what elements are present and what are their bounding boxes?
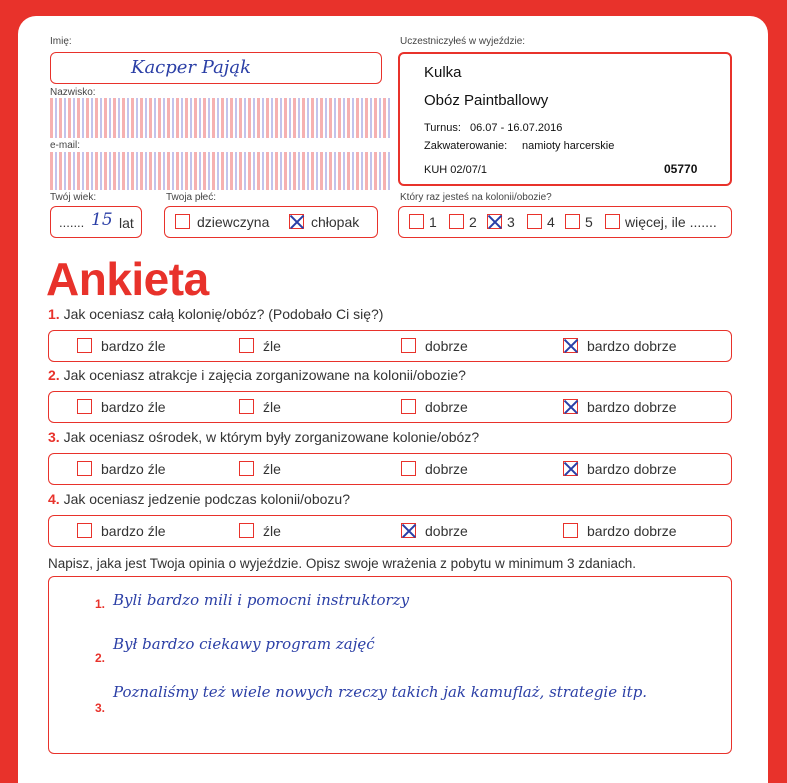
times-checkbox-2[interactable] <box>449 214 464 229</box>
times-checkbox-1[interactable] <box>409 214 424 229</box>
rating-option-label: bardzo źle <box>101 523 166 539</box>
age-dots: ....... <box>59 215 85 230</box>
gender-label: Twoja płeć: <box>166 192 217 203</box>
accommodation-value: namioty harcerskie <box>522 140 615 152</box>
gender-checkbox-boy[interactable] <box>289 214 304 229</box>
rating-checkbox[interactable] <box>563 399 578 414</box>
line-number-3: 3. <box>95 701 106 715</box>
opinion-line-1: Byli bardzo mili i pomocni instruktorzy <box>113 591 410 609</box>
question-1-options <box>48 330 732 362</box>
rating-checkbox[interactable] <box>401 338 416 353</box>
question-2 <box>48 367 466 383</box>
gender-option-boy: chłopak <box>311 214 360 230</box>
opinion-prompt: Napisz, jaka jest Twoja opinia o wyjeździe. Opisz swoje wrażenia z pobytu w minimum 3 zdaniach. <box>48 556 637 571</box>
name-value: Kacper Pająk <box>131 57 252 78</box>
rating-option-label: dobrze <box>425 399 468 415</box>
rating-option-label: bardzo dobrze <box>587 523 677 539</box>
rating-checkbox[interactable] <box>77 338 92 353</box>
survey-title: Ankieta <box>46 253 209 305</box>
rating-option-label: źle <box>263 523 281 539</box>
question-text: Jak oceniasz jedzenie podczas kolonii/obozu? <box>63 491 350 507</box>
rating-checkbox[interactable] <box>239 338 254 353</box>
trip-code: KUH 02/07/1 <box>424 164 487 176</box>
trip-camp: Obóz Paintballowy <box>424 92 549 109</box>
rating-checkbox[interactable] <box>239 399 254 414</box>
opinion-line-3: Poznaliśmy też wiele nowych rzeczy takich jak kamuflaż, strategie itp. <box>113 683 648 701</box>
question-number: 1. <box>48 306 60 322</box>
question-number: 2. <box>48 367 60 383</box>
question-4 <box>48 491 350 507</box>
question-number: 4. <box>48 491 60 507</box>
times-option-4: 4 <box>547 214 555 230</box>
times-option-3: 3 <box>507 214 515 230</box>
rating-option-label: bardzo źle <box>101 399 166 415</box>
times-option-5: 5 <box>585 214 593 230</box>
trip-number: 05770 <box>664 162 698 176</box>
name-field[interactable] <box>50 52 382 84</box>
trip-label: Uczestniczyłeś w wyjeździe: <box>400 36 526 47</box>
opinion-line-2: Był bardzo ciekawy program zajęć <box>113 635 375 653</box>
times-checkbox-5[interactable] <box>565 214 580 229</box>
email-label: e-mail: <box>50 140 81 151</box>
surname-redacted <box>50 98 390 138</box>
email-redacted <box>50 152 390 190</box>
question-number: 3. <box>48 429 60 445</box>
rating-option-label: bardzo źle <box>101 461 166 477</box>
rating-checkbox[interactable] <box>239 461 254 476</box>
rating-checkbox[interactable] <box>77 523 92 538</box>
times-option-more: więcej, ile ....... <box>625 214 717 230</box>
rating-checkbox[interactable] <box>401 461 416 476</box>
rating-option-label: dobrze <box>425 461 468 477</box>
rating-option-label: źle <box>263 461 281 477</box>
rating-checkbox[interactable] <box>563 461 578 476</box>
question-3 <box>48 429 479 445</box>
rating-checkbox[interactable] <box>401 399 416 414</box>
times-checkbox-more[interactable] <box>605 214 620 229</box>
rating-option-label: bardzo źle <box>101 338 166 354</box>
turnus-value: 06.07 - 16.07.2016 <box>470 122 563 134</box>
survey-form <box>18 16 768 783</box>
rating-option-label: źle <box>263 399 281 415</box>
rating-option-label: bardzo dobrze <box>587 338 677 354</box>
line-number-2: 2. <box>95 651 106 665</box>
times-checkbox-3[interactable] <box>487 214 502 229</box>
question-2-options <box>48 391 732 423</box>
rating-checkbox[interactable] <box>77 399 92 414</box>
rating-checkbox[interactable] <box>77 461 92 476</box>
times-field <box>398 206 732 238</box>
rating-option-label: dobrze <box>425 338 468 354</box>
surname-label: Nazwisko: <box>50 87 96 98</box>
times-option-1: 1 <box>429 214 437 230</box>
name-label: Imię: <box>50 36 72 47</box>
gender-option-girl: dziewczyna <box>197 214 270 230</box>
times-option-2: 2 <box>469 214 477 230</box>
question-3-options <box>48 453 732 485</box>
rating-option-label: bardzo dobrze <box>587 399 677 415</box>
rating-checkbox[interactable] <box>563 338 578 353</box>
times-checkbox-4[interactable] <box>527 214 542 229</box>
rating-checkbox[interactable] <box>401 523 416 538</box>
question-1 <box>48 306 383 322</box>
question-text: Jak oceniasz atrakcje i zajęcia zorganizowane na kolonii/obozie? <box>63 367 466 383</box>
rating-option-label: źle <box>263 338 281 354</box>
question-text: Jak oceniasz całą kolonię/obóz? (Podobało Ci się?) <box>63 306 384 322</box>
trip-name: Kulka <box>424 64 462 81</box>
rating-checkbox[interactable] <box>563 523 578 538</box>
question-4-options <box>48 515 732 547</box>
gender-field <box>164 206 378 238</box>
rating-option-label: dobrze <box>425 523 468 539</box>
accommodation-label: Zakwaterowanie: <box>424 140 508 152</box>
age-field[interactable] <box>50 206 142 238</box>
gender-checkbox-girl[interactable] <box>175 214 190 229</box>
times-label: Który raz jesteś na kolonii/obozie? <box>400 192 552 203</box>
age-label: Twój wiek: <box>50 192 97 203</box>
age-unit: lat <box>119 215 134 231</box>
opinion-textarea[interactable] <box>48 576 732 754</box>
line-number-1: 1. <box>95 597 106 611</box>
trip-info-box <box>398 52 732 186</box>
age-value: 15 <box>91 210 113 230</box>
turnus-label: Turnus: <box>424 122 461 134</box>
rating-option-label: bardzo dobrze <box>587 461 677 477</box>
question-text: Jak oceniasz ośrodek, w którym były zorganizowane kolonie/obóz? <box>63 429 480 445</box>
rating-checkbox[interactable] <box>239 523 254 538</box>
